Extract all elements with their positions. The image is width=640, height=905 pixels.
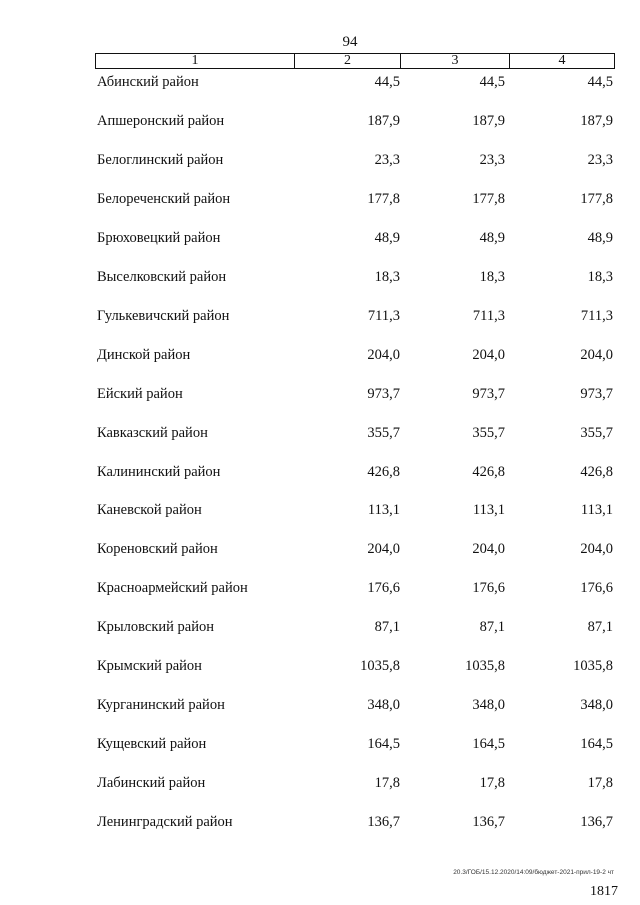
value-cell-c4: 973,7 — [580, 385, 613, 402]
value-cell-c3: 187,9 — [472, 112, 505, 129]
value-cell-c2: 87,1 — [374, 619, 400, 636]
value-cell-c4: 44,5 — [587, 74, 613, 90]
value-cell-c4: 1035,8 — [573, 658, 613, 675]
header-cell-2: 2 — [294, 54, 400, 68]
value-cell-c4: 204,0 — [580, 346, 613, 363]
value-cell-c4: 23,3 — [587, 151, 613, 168]
value-cell-c2: 48,9 — [374, 229, 400, 246]
table-row — [0, 462, 640, 482]
district-name: Белоглинский район — [97, 151, 224, 168]
value-cell-c2: 348,0 — [367, 697, 400, 714]
district-name: Ленинградский район — [97, 814, 233, 831]
value-cell-c3: 204,0 — [472, 541, 505, 558]
district-name: Калининский район — [97, 463, 221, 480]
value-cell-c4: 204,0 — [580, 541, 613, 558]
district-name: Гулькевичский район — [97, 307, 230, 324]
value-cell-c4: 136,7 — [580, 814, 613, 831]
value-cell-c2: 136,7 — [367, 814, 400, 831]
value-cell-c2: 1035,8 — [360, 658, 400, 675]
value-cell-c2: 164,5 — [367, 736, 400, 753]
value-cell-c2: 204,0 — [367, 346, 400, 363]
value-cell-c4: 176,6 — [580, 580, 613, 597]
district-name: Крымский район — [97, 658, 202, 675]
district-name: Ейский район — [97, 385, 183, 402]
value-cell-c2: 113,1 — [367, 502, 400, 519]
district-name: Кущевский район — [97, 736, 207, 753]
value-cell-c4: 348,0 — [580, 697, 613, 714]
value-cell-c3: 348,0 — [472, 697, 505, 714]
table-row — [0, 228, 640, 248]
district-name: Кавказский район — [97, 424, 208, 441]
value-cell-c4: 164,5 — [580, 736, 613, 753]
district-name: Каневской район — [97, 502, 202, 519]
value-cell-c3: 136,7 — [472, 814, 505, 831]
value-cell-c4: 87,1 — [587, 619, 613, 636]
table-row — [0, 189, 640, 209]
header-cell-1: 1 — [191, 53, 199, 68]
document-reference: 20.3/ГОБ/15.12.2020/14:09/бюджет-2021-прил-19-2 чт — [453, 869, 614, 876]
district-name: Абинский район — [97, 74, 199, 90]
table-header — [95, 53, 615, 69]
district-name: Брюховецкий район — [97, 229, 221, 246]
value-cell-c3: 973,7 — [472, 385, 505, 402]
table-row — [0, 734, 640, 754]
table-row — [0, 500, 640, 520]
table-row — [0, 539, 640, 559]
header-cell-3: 3 — [400, 54, 509, 68]
value-cell-c2: 177,8 — [367, 190, 400, 207]
district-name: Апшеронский район — [97, 112, 225, 129]
value-cell-c2: 973,7 — [367, 385, 400, 402]
district-name: Лабинский район — [97, 775, 206, 792]
value-cell-c4: 187,9 — [580, 112, 613, 129]
value-cell-c3: 1035,8 — [465, 658, 505, 675]
value-cell-c4: 113,1 — [580, 502, 613, 519]
value-cell-c3: 204,0 — [472, 346, 505, 363]
table-row — [0, 267, 640, 287]
value-cell-c4: 711,3 — [580, 307, 613, 324]
value-cell-c3: 177,8 — [472, 190, 505, 207]
table-row — [0, 306, 640, 326]
value-cell-c2: 426,8 — [367, 463, 400, 480]
table-row — [0, 111, 640, 131]
value-cell-c2: 204,0 — [367, 541, 400, 558]
district-name: Курганинский район — [97, 697, 225, 714]
district-name: Динской район — [97, 346, 191, 363]
value-cell-c3: 164,5 — [472, 736, 505, 753]
value-cell-c4: 48,9 — [587, 229, 613, 246]
value-cell-c3: 87,1 — [479, 619, 505, 636]
district-name: Белореченский район — [97, 190, 231, 207]
value-cell-c2: 23,3 — [374, 151, 400, 168]
table-row — [0, 695, 640, 715]
sheet-number: 1817 — [590, 884, 618, 899]
header-cell-4: 4 — [509, 54, 614, 68]
page-number: 94 — [342, 34, 358, 50]
value-cell-c4: 177,8 — [580, 190, 613, 207]
value-cell-c3: 176,6 — [472, 580, 505, 597]
value-cell-c3: 426,8 — [472, 463, 505, 480]
table-row — [0, 423, 640, 443]
table-row — [0, 617, 640, 637]
district-name: Крыловский район — [97, 619, 214, 636]
value-cell-c2: 355,7 — [367, 424, 400, 441]
value-cell-c3: 17,8 — [479, 775, 505, 792]
district-name: Красноармейский район — [97, 580, 248, 597]
table-row — [0, 656, 640, 676]
value-cell-c2: 176,6 — [367, 580, 400, 597]
value-cell-c3: 355,7 — [472, 424, 505, 441]
value-cell-c2: 187,9 — [367, 112, 400, 129]
value-cell-c4: 17,8 — [587, 775, 613, 792]
table-row — [0, 150, 640, 170]
value-cell-c2: 17,8 — [374, 775, 400, 792]
table-row — [0, 773, 640, 793]
district-name: Выселковский район — [97, 268, 227, 285]
table-row — [0, 578, 640, 598]
table-row — [0, 812, 640, 832]
value-cell-c3: 711,3 — [472, 307, 505, 324]
value-cell-c2: 711,3 — [367, 307, 400, 324]
value-cell-c3: 23,3 — [479, 151, 505, 168]
table-row — [0, 72, 640, 92]
table-row — [0, 384, 640, 404]
value-cell-c2: 18,3 — [374, 268, 400, 285]
value-cell-c4: 18,3 — [587, 268, 613, 285]
district-name: Кореновский район — [97, 541, 218, 558]
value-cell-c4: 426,8 — [580, 463, 613, 480]
value-cell-c2: 44,5 — [374, 74, 400, 90]
value-cell-c3: 44,5 — [479, 74, 505, 90]
table-row — [0, 345, 640, 365]
value-cell-c3: 113,1 — [472, 502, 505, 519]
value-cell-c4: 355,7 — [580, 424, 613, 441]
value-cell-c3: 48,9 — [479, 229, 505, 246]
value-cell-c3: 18,3 — [479, 268, 505, 285]
